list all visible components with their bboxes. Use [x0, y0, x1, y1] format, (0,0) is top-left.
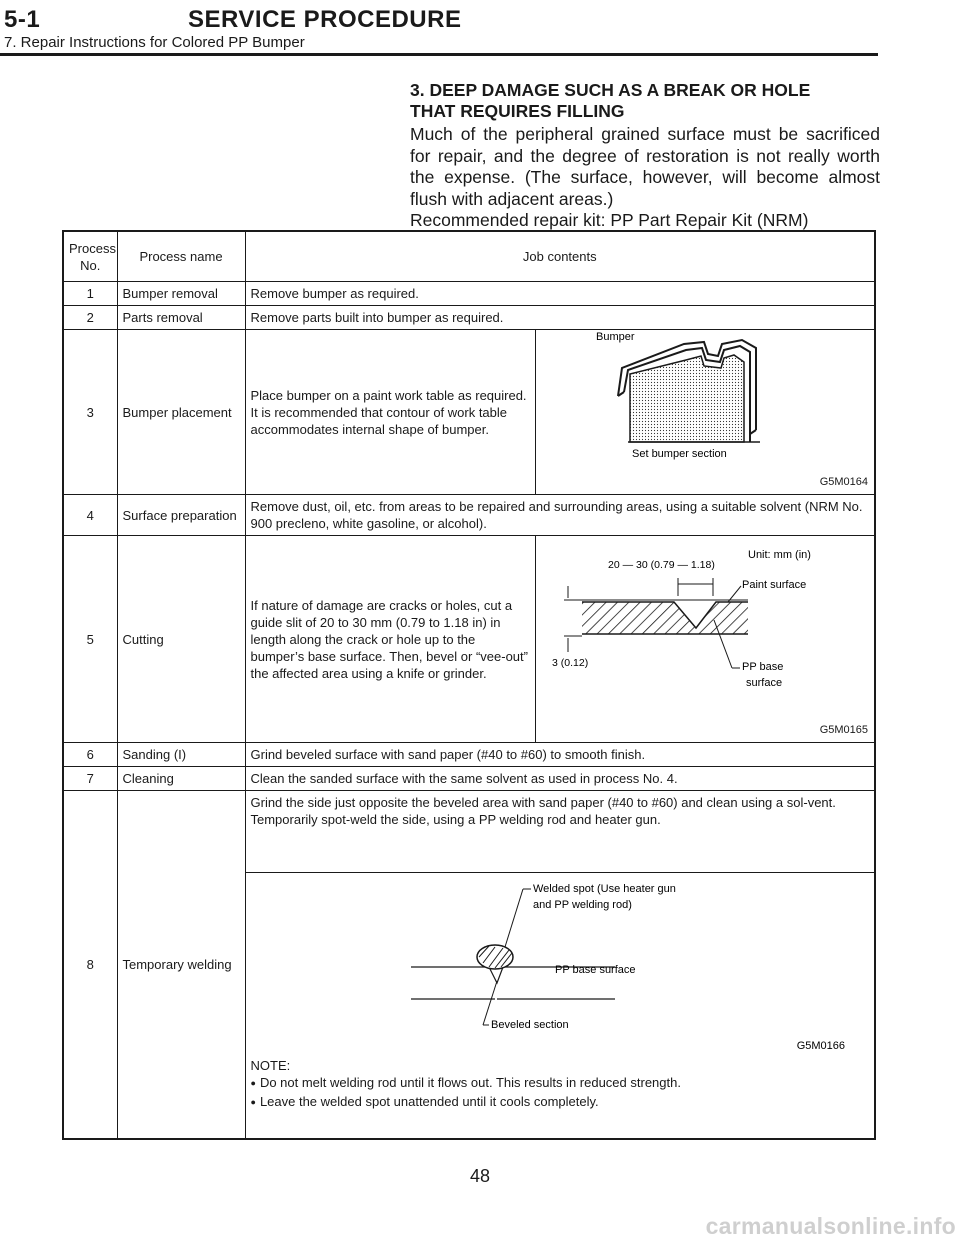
welding-diagram — [251, 875, 851, 1051]
row-no: 2 — [63, 306, 117, 330]
table-row — [63, 306, 875, 330]
figure-id: G5M0165 — [819, 724, 868, 736]
table-row — [63, 282, 875, 306]
row-job-line1: Grind the side just opposite the beveled area with sand paper (#40 to #60) and clean using a sol-vent. — [250, 795, 836, 810]
row-name: Cleaning — [117, 767, 245, 791]
row-no: 1 — [63, 282, 117, 306]
note-item: ● Do not melt welding rod until it flows out. This results in reduced strength. — [251, 1074, 870, 1093]
bumper-section-diagram — [536, 330, 836, 470]
table-row — [63, 767, 875, 791]
table-row — [63, 743, 875, 767]
figure-id: G5M0164 — [819, 476, 868, 488]
row-name: Bumper placement — [117, 330, 245, 495]
table-row — [63, 495, 875, 536]
figure-temporary-welding — [245, 873, 875, 1139]
chapter-number: 5-1 — [4, 6, 41, 33]
row-name: Cutting — [117, 536, 245, 743]
row-name: Parts removal — [117, 306, 245, 330]
label-beveled-section: Beveled section — [490, 1019, 569, 1031]
row-no: 7 — [63, 767, 117, 791]
note-label: NOTE: — [250, 1058, 291, 1073]
figure-id: G5M0166 — [796, 1040, 845, 1051]
row-no: 5 — [63, 536, 117, 743]
row-name: Sanding (I) — [117, 743, 245, 767]
row-no: 4 — [63, 495, 117, 536]
row-job: Clean the sanded surface with the same solvent as used in process No. 4. — [245, 767, 875, 791]
table-row — [63, 536, 875, 743]
figure-cutting — [535, 536, 875, 743]
section-title — [410, 80, 880, 122]
label-welded-spot-2: and PP welding rod) — [532, 899, 632, 911]
label-paint-surface: Paint surface — [741, 579, 806, 591]
row-job: If nature of damage are cracks or holes, cut a guide slit of 20 to 30 mm (0.79 to 1.18 in) in length along the crack or hole up to the bumper’s base surface. Then, bevel or “vee-out” the affected area using a knife or grinder. — [245, 536, 535, 743]
table-row — [63, 791, 875, 873]
row-job-line2: Temporarily spot-weld the side, using a PP welding rod and heater gun. — [250, 812, 661, 827]
row-name: Bumper removal — [117, 282, 245, 306]
note-item: ● Leave the welded spot unattended until it cools completely. — [251, 1093, 870, 1112]
label-pp-base-1: PP base — [741, 661, 783, 673]
cutting-diagram — [536, 536, 836, 718]
header-job-contents: Job contents — [245, 231, 875, 282]
row-name: Temporary welding — [117, 791, 245, 1139]
row-job: Remove dust, oil, etc. from areas to be repaired and surrounding areas, using a suitable solvent (NRM No. 900 precleno, white gasoline, or alcohol). — [245, 495, 875, 536]
label-pp-base-2: surface — [745, 677, 782, 689]
table-header-row — [63, 231, 875, 282]
watermark: carmanualsonline.info — [705, 1213, 956, 1239]
header-rule — [0, 53, 878, 56]
figure-bumper-section — [535, 330, 875, 495]
section-title-line1: 3. DEEP DAMAGE SUCH AS A BREAK OR HOLE — [410, 80, 811, 100]
label-set-bumper-section: Set bumper section — [631, 448, 727, 460]
section-body: Much of the peripheral grained surface must be sacrificed for repair, and the degree of restoration is not really worth the expense. (The surface, however, will become almost flush with adjacent areas.) — [410, 124, 880, 209]
row-job: Place bumper on a paint work table as required. It is recommended that contour of work table accommodates internal shape of bumper. — [245, 330, 535, 495]
label-pp-base-surface: PP base surface — [554, 964, 636, 976]
label-depth: 3 (0.12) — [551, 657, 588, 669]
page-number: 48 — [469, 1166, 491, 1186]
row-job — [245, 791, 875, 873]
table-row — [63, 330, 875, 495]
row-no: 3 — [63, 330, 117, 495]
row-job: Remove bumper as required. — [245, 282, 875, 306]
row-no: 6 — [63, 743, 117, 767]
section-kit: Recommended repair kit: PP Part Repair Kit (NRM) — [410, 210, 809, 230]
note-block — [251, 1055, 870, 1115]
page-title: SERVICE PROCEDURE — [188, 6, 462, 33]
label-dimension: 20 — 30 (0.79 — 1.18) — [607, 559, 715, 571]
label-unit: Unit: mm (in) — [747, 549, 811, 561]
label-bumper: Bumper — [595, 331, 635, 343]
header-process-no: Process No. — [63, 231, 117, 282]
label-welded-spot-1: Welded spot (Use heater gun — [532, 883, 676, 895]
row-job: Remove parts built into bumper as required. — [245, 306, 875, 330]
page-subtitle: 7. Repair Instructions for Colored PP Bumper — [4, 34, 305, 51]
row-job: Grind beveled surface with sand paper (#40 to #60) to smooth finish. — [245, 743, 875, 767]
row-no: 8 — [63, 791, 117, 1139]
header-process-name: Process name — [117, 231, 245, 282]
row-name: Surface preparation — [117, 495, 245, 536]
process-table — [62, 230, 876, 1140]
section-title-line2: THAT REQUIRES FILLING — [410, 101, 625, 121]
